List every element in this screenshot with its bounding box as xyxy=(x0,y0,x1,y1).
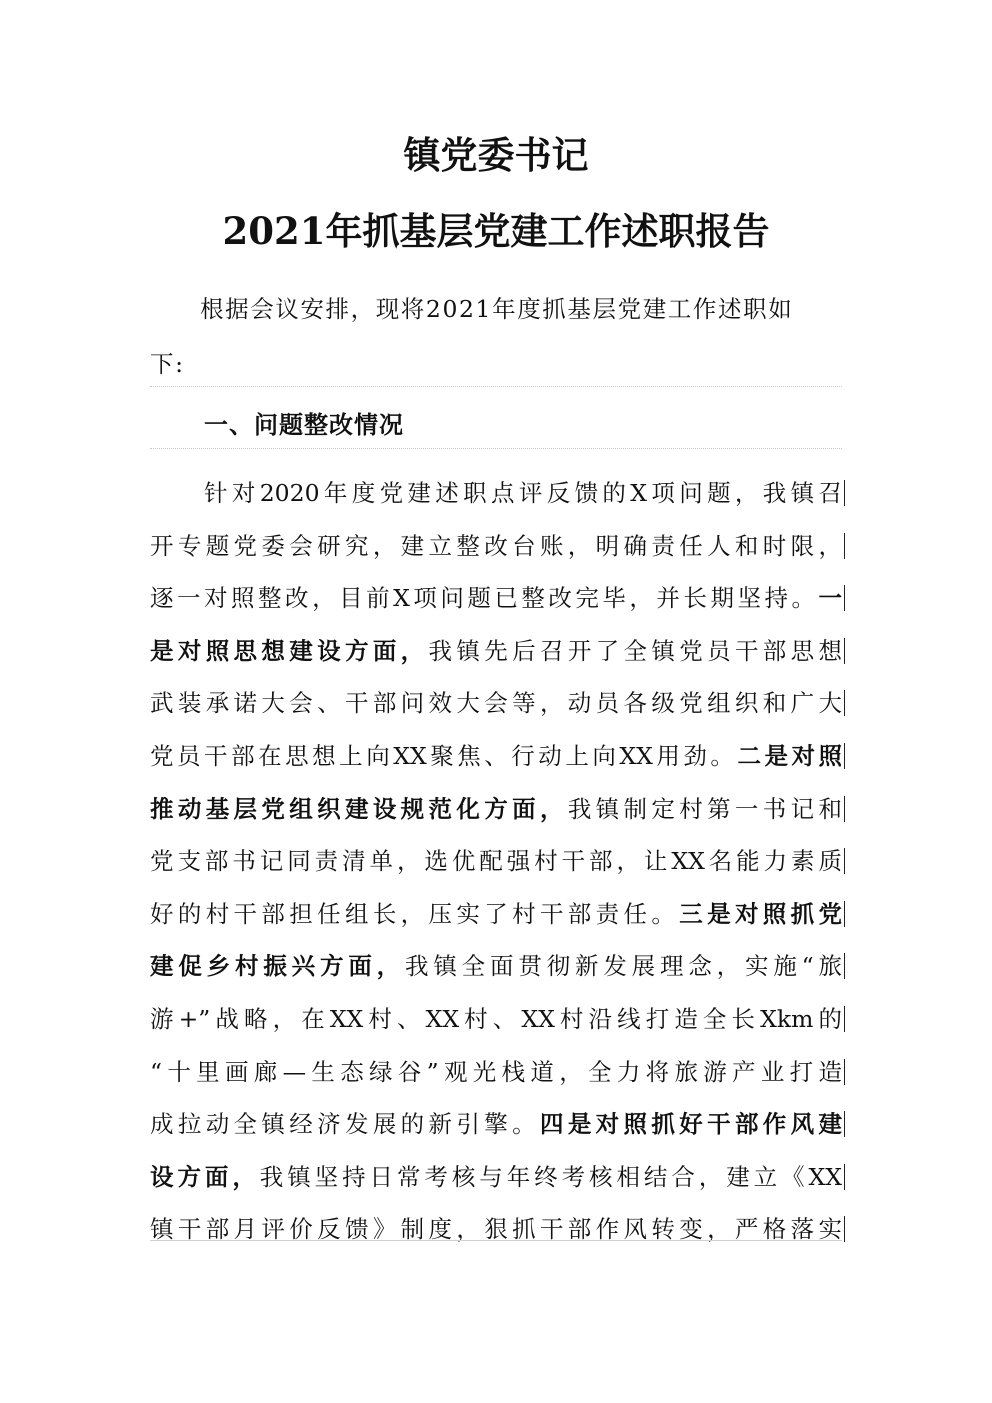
bold-emphasis-text: 三是对照抓党 xyxy=(679,899,843,928)
margin-change-mark xyxy=(844,480,845,506)
margin-change-mark xyxy=(844,1059,845,1085)
body-text-span: 开专题党委会研究，建立整改台账，明确责任人和时限， xyxy=(150,531,842,560)
dotted-divider xyxy=(150,386,842,387)
body-text-span: 我镇先后召开了全镇党员干部思想 xyxy=(428,636,843,665)
margin-change-mark xyxy=(844,1006,845,1032)
margin-change-mark xyxy=(844,953,845,979)
margin-change-mark xyxy=(844,848,845,874)
margin-change-mark xyxy=(844,796,845,822)
section-heading: 一、问题整改情况 xyxy=(204,410,404,439)
body-text-line xyxy=(150,730,842,782)
bold-emphasis-text: 二是对照 xyxy=(737,742,843,770)
body-text-span: 党支部书记同责清单，选优配强村干部，让XX名能力素质 xyxy=(150,847,842,876)
body-text-span: 武装承诺大会、干部问效大会等，动员各级党组织和广大 xyxy=(150,689,842,718)
bold-emphasis-text: 推动基层党组织建设规范化方面， xyxy=(150,794,568,823)
body-text-line xyxy=(150,993,842,1045)
body-text-span: 我镇坚持日常考核与年终考核相结合，建立《XX xyxy=(259,1162,843,1191)
document-title-line-1: 镇党委书记 xyxy=(403,133,589,177)
body-text-span: 我镇制定村第一书记和 xyxy=(567,794,842,823)
body-text-line xyxy=(150,1098,842,1150)
margin-change-mark xyxy=(844,638,845,664)
margin-change-mark xyxy=(844,1216,845,1242)
margin-change-mark xyxy=(844,585,845,611)
margin-change-mark xyxy=(844,1111,845,1137)
margin-change-mark xyxy=(844,1164,845,1190)
body-text-span: 针对2020年度党建述职点评反馈的X项问题，我镇召 xyxy=(204,479,842,507)
body-text-span: 好的村干部担任组长，压实了村干部责任。 xyxy=(150,899,680,928)
bold-emphasis-text: 建促乡村振兴方面， xyxy=(150,952,405,981)
bold-emphasis-text: 一 xyxy=(818,584,842,613)
intro-paragraph-line-1: 根据会议安排，现将2021年度抓基层党建工作述职如 xyxy=(200,295,794,323)
body-text-line xyxy=(150,940,842,992)
body-text-line xyxy=(150,888,842,940)
intro-paragraph-line-2: 下: xyxy=(150,350,185,378)
body-text-line xyxy=(204,467,842,519)
body-text-line xyxy=(150,783,842,835)
body-text-span: 党员干部在思想上向XX聚焦、行动上向XX用劲。 xyxy=(150,742,738,770)
margin-change-mark xyxy=(844,743,845,769)
body-text-line xyxy=(150,835,842,887)
page-bottom-rule xyxy=(150,1240,842,1241)
body-text-line xyxy=(150,1151,842,1203)
body-text-line xyxy=(150,572,842,624)
bold-emphasis-text: 设方面， xyxy=(150,1162,260,1191)
bold-emphasis-text: 四是对照抓好干部作风建 xyxy=(539,1110,843,1139)
margin-change-mark xyxy=(844,533,845,559)
margin-change-mark xyxy=(844,901,845,927)
body-text-line xyxy=(150,625,842,677)
body-text-span: “十里画廊—生态绿谷”观光栈道，全力将旅游产业打造 xyxy=(150,1057,842,1086)
body-text-span: 成拉动全镇经济发展的新引擎。 xyxy=(150,1110,540,1139)
bold-emphasis-text: 是对照思想建设方面， xyxy=(150,636,429,665)
margin-change-mark xyxy=(844,690,845,716)
body-text-line xyxy=(150,520,842,572)
body-text-span: 逐一对照整改，目前X项问题已整改完毕，并长期坚持。 xyxy=(150,584,819,613)
document-title-line-2: 2021年抓基层党建工作述职报告 xyxy=(222,209,770,253)
body-text-span: 镇干部月评价反馈》制度，狠抓干部作风转变，严格落实 xyxy=(150,1215,842,1244)
body-text-line xyxy=(150,677,842,729)
dotted-divider xyxy=(150,448,842,449)
body-text-span: 游+”战略，在XX村、XX村、XX村沿线打造全长Xkm的 xyxy=(150,1005,842,1033)
body-text-line xyxy=(150,1203,842,1255)
body-text-span: 我镇全面贯彻新发展理念，实施“旅 xyxy=(405,952,843,981)
body-text-line xyxy=(150,1046,842,1098)
